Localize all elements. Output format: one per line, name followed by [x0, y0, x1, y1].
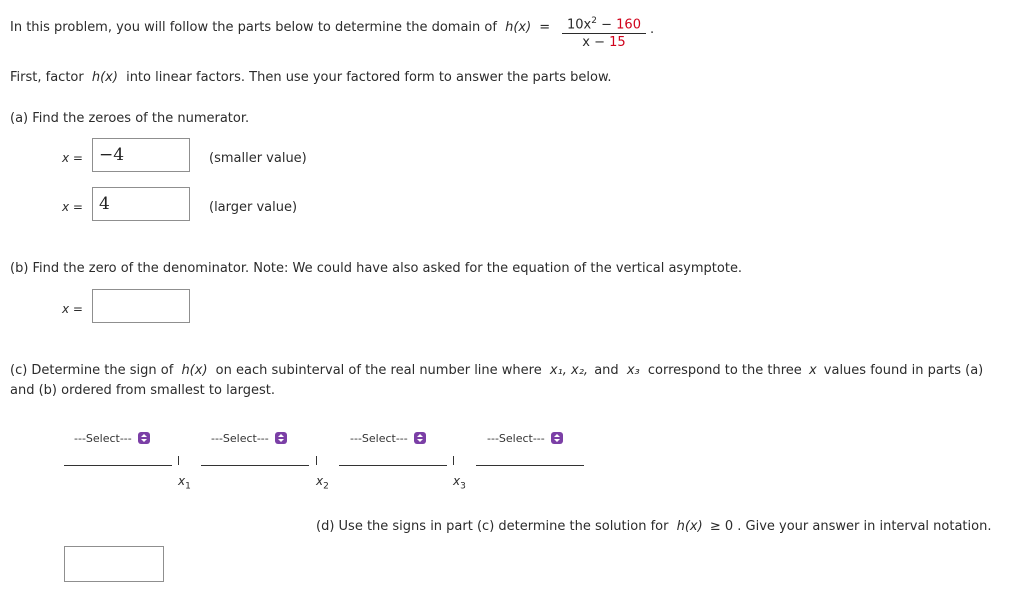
numerator-exponent: 2	[591, 16, 597, 26]
part-c-text-a: (c) Determine the sign of	[10, 363, 174, 378]
part-c-vars: x₁, x₂,	[549, 363, 589, 378]
function-fraction	[562, 14, 646, 50]
part-d-function-name: h(x)	[676, 519, 703, 534]
tick-label-x2-sub: 2	[323, 481, 329, 492]
intro-text: In this problem, you will follow the parts below to determine the domain of	[10, 20, 497, 35]
part-a-larger-label-text: x =	[62, 200, 83, 214]
intro-function-name: h(x)	[505, 20, 532, 35]
tick-label-x1-var: x	[178, 474, 186, 488]
number-line-segment-2	[201, 465, 309, 466]
factor-after: into linear factors. Then use your factored form to answer the parts below.	[126, 70, 612, 85]
part-b-label-text: x =	[62, 302, 83, 316]
intro-equals: =	[539, 20, 551, 35]
part-d-prompt	[316, 519, 991, 534]
part-d-text-a: (d) Use the signs in part (c) determine the solution for	[316, 519, 669, 534]
tick-x1	[178, 456, 179, 465]
part-a-smaller-input[interactable]: −4	[92, 138, 190, 172]
part-d-input[interactable]	[64, 546, 164, 582]
sign-select-2[interactable]	[211, 430, 287, 446]
part-b-prompt: (b) Find the zero of the denominator. Note: We could have also asked for the equation of the vertical asymptote.	[10, 261, 743, 276]
part-a-larger-label	[62, 200, 83, 214]
part-a-smaller-label-text: x =	[62, 151, 83, 165]
tick-label-x1-sub: 1	[185, 481, 191, 492]
sign-select-3[interactable]	[350, 430, 426, 446]
part-b-label	[62, 302, 83, 316]
select-arrow-icon	[414, 432, 426, 444]
part-a-smaller-hint: (smaller value)	[209, 151, 307, 166]
tick-label-x2-var: x	[316, 474, 324, 488]
sign-select-4-label: ---Select---	[487, 431, 545, 445]
number-line-segment-3	[339, 465, 447, 466]
part-c-xvar: x	[808, 363, 817, 378]
tick-label-x3-var: x	[453, 474, 461, 488]
tick-label-x2	[316, 474, 329, 491]
fraction-numerator	[562, 14, 646, 34]
numerator-term: 10x	[567, 17, 592, 33]
number-line-segment-1	[64, 465, 172, 466]
part-d-text-b: ≥ 0 . Give your answer in interval notation.	[709, 519, 992, 534]
select-arrow-icon	[275, 432, 287, 444]
part-c-prompt-line2: and (b) ordered from smallest to largest.	[10, 383, 276, 398]
number-line-segment-4	[476, 465, 584, 466]
factor-function-name: h(x)	[91, 70, 118, 85]
intro-line	[10, 20, 550, 35]
factor-before: First, factor	[10, 70, 84, 85]
tick-label-x3-sub: 3	[460, 481, 466, 492]
sign-select-2-label: ---Select---	[211, 431, 269, 445]
denominator-term: x −	[582, 35, 610, 51]
tick-x3	[453, 456, 454, 465]
part-c-text-d: values found in parts (a)	[823, 363, 984, 378]
part-a-larger-input[interactable]: 4	[92, 187, 190, 221]
intro-period: .	[650, 22, 655, 37]
part-c-and: and	[594, 363, 619, 378]
part-c-function-name: h(x)	[181, 363, 208, 378]
tick-label-x1	[178, 474, 191, 491]
sign-select-3-label: ---Select---	[350, 431, 408, 445]
select-arrow-icon	[551, 432, 563, 444]
part-c-text-b: on each subinterval of the real number line where	[215, 363, 542, 378]
part-c-text-c: correspond to the three	[647, 363, 802, 378]
part-c-prompt-line1	[10, 363, 983, 378]
numerator-constant: 160	[616, 17, 641, 33]
sign-select-1-label: ---Select---	[74, 431, 132, 445]
sign-select-4[interactable]	[487, 430, 563, 446]
part-c-var3: x₃	[626, 363, 640, 378]
tick-label-x3	[453, 474, 466, 491]
factor-instruction	[10, 70, 612, 85]
part-a-prompt: (a) Find the zeroes of the numerator.	[10, 111, 250, 126]
fraction-denominator	[562, 34, 646, 50]
denominator-constant: 15	[609, 35, 626, 51]
select-arrow-icon	[138, 432, 150, 444]
part-a-larger-hint: (larger value)	[209, 200, 298, 215]
part-b-input[interactable]	[92, 289, 190, 323]
sign-select-1[interactable]	[74, 430, 150, 446]
tick-x2	[316, 456, 317, 465]
part-a-smaller-label	[62, 151, 83, 165]
numerator-minus: −	[596, 17, 617, 33]
